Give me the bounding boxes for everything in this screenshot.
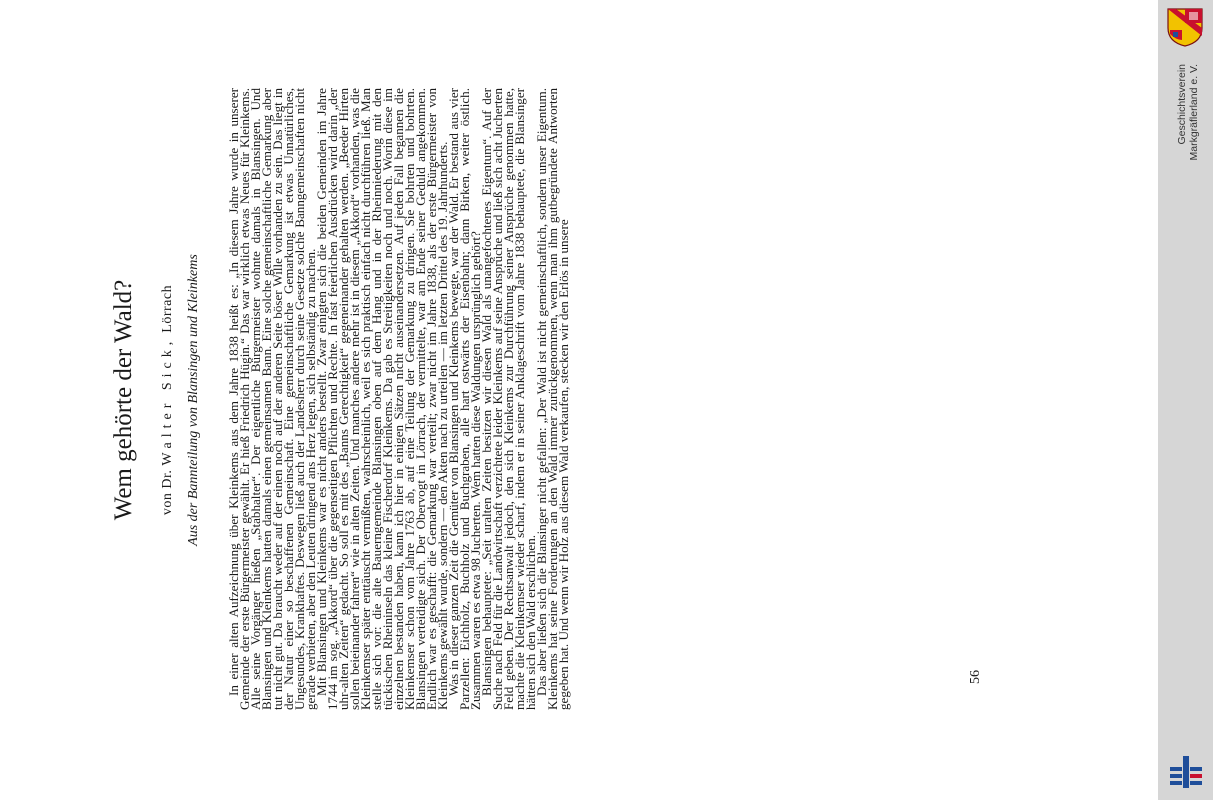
paragraph: Was in dieser ganzen Zeit die Gemüter von Blansingen und Kleinkems bewegte, war der Wald. Er bestand aus vier Parzellen: Eichholz, Buchholz und Buchgraben, alle hart ostwärts der Eisenbahn; dann Birken, weiter östlich. Zusammen waren es etwa 98 Jucherten. Wem hatten diese Waldungen ursprünglich gehört? (446, 88, 484, 710)
crest-logo-icon (1164, 6, 1206, 48)
paragraph: Mit Blansingen und Kleinkems war es nicht anders bestellt. Zwar einigten sich die beiden Gemeinden im Jahre 1744 im sog. „Akkord“ über die gegenseitigen Pflichten und Rechte. In fast feierlichen Ausdrücken wird darin „der uhr-alten Zeiten“ gedacht. So soll es mit des „Banns Gerechtigkeit“ gegeneinander gehalten werden. „Beeder Hirten sollen beieinander fahren“ wie in alten Zeiten. Und manches andere mehr ist in diesem „Akkord“ vorhanden, was die Kleinkemser später enttäuscht vermißten, wahrscheinlich, weil es sich praktisch einfach nicht durchführen ließ. Man stelle sich vor: die alte Bauerngemeinde Blansingen oben auf dem Hang und in der Rheinniederung mit den tückischen Rheininseln das kleine Fischerdorf Kleinkems. Da gab es Streitigkeiten noch und noch. Worin diese im einzelnen bestanden haben, kann ich hier in einigen Sätzen nicht auseinandersetzen. Auf jeden Fall begannen die Kleinkemser schon vom Jahre 1763 ab, auf eine Teilung der Gemarkung zu dringen. Sie bohrten und bohrten. Blansingen verteidigte sich. Der Obervogt in Lörrach, der vermittelte, war am Ende seiner Geduld angekommen. Endlich war es geschafft: die Gemarkung war verteilt; zwar nicht im Jahre 1838, als der erste Bürgermeister von Kleinkems gewählt wurde, sondern — den Akten nach zu urteilen — im letzten Drittel des 19. Jahrhunderts. (314, 88, 451, 710)
author-place: Lörrach (160, 284, 175, 333)
paragraph: Das aber ließen sich die Blansinger nicht gefallen: „Der Wald ist nicht gemeinschaftlich, sondern unser Eigentum. Kleinkems hat seine Forderungen an den Wald immer zurückgenommen, wenn man ihm gutbegründete Antworten gegeben hat. Und wenn wir Holz aus diesem Wald verkaufen, stecken wir den Erlös in unsere (534, 88, 572, 710)
author-name: Walter Sick, (160, 336, 175, 466)
society-name-line1: Geschichtsverein (1176, 64, 1188, 145)
author-prefix: von Dr. (160, 469, 175, 516)
page-number: 56 (968, 670, 983, 684)
article-subtitle: Aus der Bannteilung von Blansingen und Kleinkems (186, 254, 201, 546)
sidebar (1158, 0, 1213, 800)
ub-freiburg-logo-icon (1166, 752, 1206, 792)
paragraph: In einer alten Aufzeichnung über Kleinkems aus dem Jahre 1838 heißt es: „In diesem Jahre wurde in unserer Gemeinde der erste Bürgermeister gewählt. Er hieß Friedrich Hügin.“ Das war wirklich etwas Neues für Kleinkems. Alle seine Vorgänger hießen „Stabhalter“. Der eigentliche Bürgermeister wohnte damals in Blansingen. Und Blansingen und Kleinkems hatten damals einen gemeinsamen Bann. Eine solche gemeinschaftliche Gemarkung aber tut nicht gut. Da braucht weder auf der einen noch auf der anderen Seite böser Wille vorhanden zu sein. Das liegt in der Natur einer so beschaffenen Gemeinschaft. Eine gemeinschaftliche Gemarkung ist etwas Unnatürliches, Ungesundes, Krankhaftes. Deswegen ließ auch der Landesherr durch seine Gesetze solche Banngemeinschaften nicht gerade verbieten, aber den Leuten dringend ans Herz legen, sich selbständig zu machen. (226, 88, 319, 710)
paragraph: Blansingen behauptete: „Seit uralten Zeiten besitzen wir diesen Wald als unangefochtenes Eigentum“. Auf der Suche nach Feld für die Landwirtschaft verzichtete leider Kleinkems auf seine Ansprüche und ließ sich acht Jucherten Feld geben. Der Rechtsanwalt jedoch, den sich Kleinkems zur Durchführung seiner Ansprüche genommen hatte, machte die Kleinkemser wieder scharf, indem er in seiner Anklageschrift vom Jahre 1838 behauptete, die Blansinger hätten sich den Wald erschlichen. (479, 88, 539, 710)
society-name (1158, 58, 1213, 278)
article-body (226, 88, 572, 710)
article-title: Wem gehörte der Wald? (110, 279, 137, 521)
article-author (160, 0, 176, 800)
society-name-line2: Markgräflerland e. V. (1188, 64, 1200, 161)
